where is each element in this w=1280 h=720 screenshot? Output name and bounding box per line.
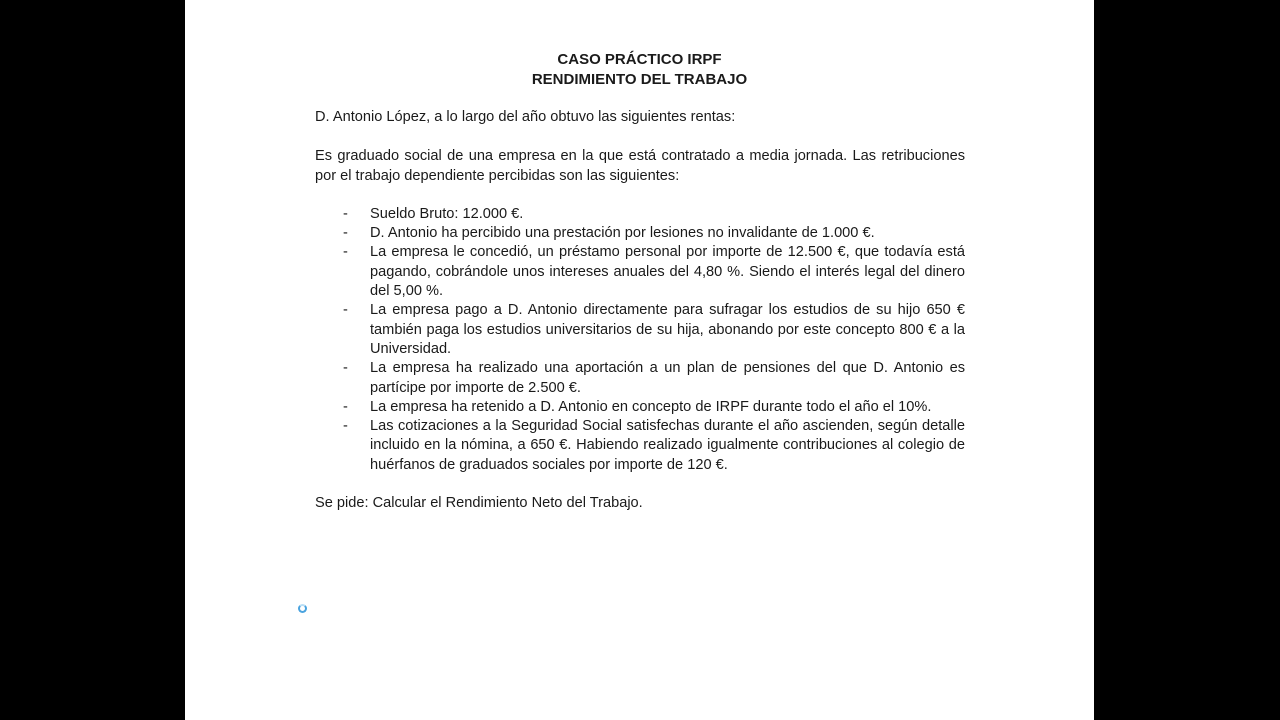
bullet-dash: - bbox=[343, 225, 348, 242]
list-item-text: Sueldo Bruto: 12.000 €. bbox=[370, 205, 524, 222]
document-body bbox=[315, 108, 965, 513]
description-paragraph: Es graduado social de una empresa en la que está contratado a media jornada. Las retribuciones por el trabajo dependiente percibidas son las siguientes: bbox=[315, 148, 965, 184]
list-item bbox=[315, 224, 965, 243]
document-page bbox=[185, 0, 1094, 720]
bullet-dash: - bbox=[343, 360, 348, 377]
list-item-text: La empresa ha realizado una aportación a un plan de pensiones del que D. Antonio es partícipe por importe de 2.500 €. bbox=[370, 360, 965, 396]
list-item-text: La empresa le concedió, un préstamo personal por importe de 12.500 €, que todavía está pagando, cobrándole unos intereses anuales del 4,80 %. Siendo el interés legal del dinero del 5,00 %. bbox=[370, 244, 965, 300]
question-text: Se pide: Calcular el Rendimiento Neto del Trabajo. bbox=[315, 495, 643, 512]
bullet-dash: - bbox=[343, 398, 348, 415]
bullet-dash: - bbox=[343, 302, 348, 319]
list-item bbox=[315, 205, 965, 224]
bullet-dash: - bbox=[343, 418, 348, 435]
list-item bbox=[315, 301, 965, 359]
loading-spinner-icon bbox=[298, 604, 307, 613]
list-item bbox=[315, 359, 965, 398]
intro-text: D. Antonio López, a lo largo del año obtuvo las siguientes rentas: bbox=[315, 109, 736, 125]
list-item-text: La empresa ha retenido a D. Antonio en concepto de IRPF durante todo el año el 10%. bbox=[370, 398, 932, 415]
income-list bbox=[315, 205, 965, 475]
list-item bbox=[315, 398, 965, 417]
bullet-dash: - bbox=[343, 244, 348, 261]
title-line-2: RENDIMIENTO DEL TRABAJO bbox=[531, 71, 748, 88]
list-item bbox=[315, 417, 965, 475]
list-item bbox=[315, 243, 965, 301]
bullet-dash: - bbox=[343, 205, 348, 222]
list-item-text: D. Antonio ha percibido una prestación por lesiones no invalidante de 1.000 €. bbox=[370, 225, 875, 242]
document-title bbox=[185, 50, 1094, 90]
list-item-text: La empresa pago a D. Antonio directamente para sufragar los estudios de su hijo 650 € también paga los estudios universitarios de su hija, abonando por este concepto 800 € a la Universidad. bbox=[370, 302, 965, 357]
title-line-1: CASO PRÁCTICO IRPF bbox=[557, 51, 722, 68]
list-item-text: Las cotizaciones a la Seguridad Social satisfechas durante el año ascienden, según detalle incluido en la nómina, a 650 €. Habiendo realizado igualmente contribuciones al colegio de huérfanos de graduados sociales por importe de 120 €. bbox=[370, 418, 965, 473]
